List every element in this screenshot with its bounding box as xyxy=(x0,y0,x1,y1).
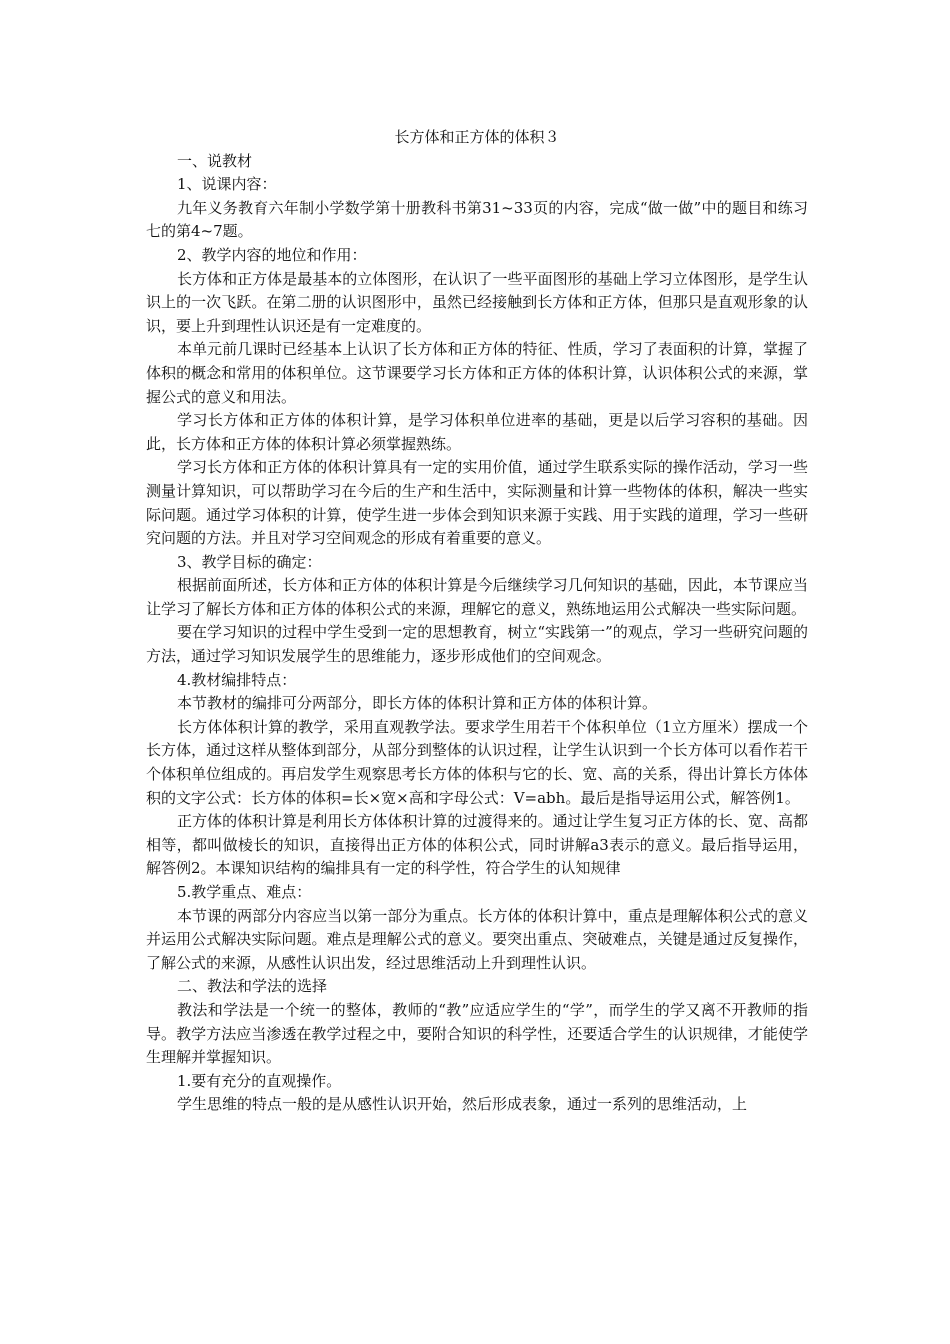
heading-section-2: 二、教法和学法的选择 xyxy=(177,977,328,996)
paragraph: 根据前面所述，长方体和正方体的体积计算是今后继续学习几何知识的基础，因此，本节课应当让学习了解长方体和正方体的体积公式的来源，理解它的意义，熟练地运用公式解决一些实际问题。 xyxy=(146,576,808,618)
paragraph: 九年义务教育六年制小学数学第十册教科书第31~33页的内容，完成“做一做”中的题目和练习七的第4~7题。 xyxy=(146,198,808,241)
heading-key-points: 5.教学重点、难点： xyxy=(177,883,312,901)
heading-teaching-goals: 3、教学目标的确定： xyxy=(177,552,322,571)
paragraph: 长方体体积计算的教学，采用直观教学法。要求学生用若干个体积单位（1立方厘米）摆成一个长方体，通过这样从整体到部分，从部分到整体的认识过程，让学生认识到一个长方体可以看作若干个体积单位组成的。再启发学生观察思考长方体的体积与它的长、宽、高的关系，得出计算长方体体积的文字公式：长方体的体积=长×宽×高和字母公式：V=abh。最后是指导运用公式，解答例1。 xyxy=(146,717,808,807)
paragraph: 本节教材的编排可分两部分，即长方体的体积计算和正方体的体积计算。 xyxy=(177,694,658,713)
document-page xyxy=(146,126,808,1117)
heading-lesson-content: 1、说课内容： xyxy=(177,175,277,194)
paragraph: 正方体的体积计算是利用长方体体积计算的过渡得来的。通过让学生复习正方体的长、宽、高都相等，都叫做棱长的知识，直接得出正方体的体积公式，同时讲解a3表示的意义。最后指导运用，解答例2。本课知识结构的编排具有一定的科学性，符合学生的认知规律 xyxy=(146,812,808,878)
paragraph: 学习长方体和正方体的体积计算具有一定的实用价值，通过学生联系实际的操作活动，学习一些测量计算知识，可以帮助学习在今后的生产和生活中，实际测量和计算一些物体的体积，解决一些实际问题。通过学习体积的计算，使学生进一步体会到知识来源于实践、用于实践的道理，学习一些研究问题的方法。并且对学习空间观念的形成有着重要的意义。 xyxy=(146,458,808,548)
paragraph: 学习长方体和正方体的体积计算，是学习体积单位进率的基础，更是以后学习容积的基础。因此，长方体和正方体的体积计算必须掌握熟练。 xyxy=(146,411,808,453)
paragraph: 长方体和正方体是最基本的立体图形，在认识了一些平面图形的基础上学习立体图形，是学生认识上的一次飞跃。在第二册的认识图形中，虽然已经接触到长方体和正方体，但那只是直观形象的认识，要上升到理性认识还是有一定难度的。 xyxy=(146,269,808,335)
heading-section-1: 一、说教材 xyxy=(177,151,253,170)
heading-content-role: 2、教学内容的地位和作用： xyxy=(177,245,367,264)
paragraph: 本节课的两部分内容应当以第一部分为重点。长方体的体积计算中，重点是理解体积公式的意义并运用公式解决实际问题。难点是理解公式的意义。要突出重点、突破难点，关键是通过反复操作，了解公式的来源，从感性认识出发，经过思维活动上升到理性认识。 xyxy=(146,906,808,972)
paragraph: 学生思维的特点一般的是从感性认识开始，然后形成表象，通过一系列的思维活动，上 xyxy=(177,1095,748,1114)
document-title: 长方体和正方体的体积３ xyxy=(394,128,560,146)
paragraph: 教法和学法是一个统一的整体，教师的“教”应适应学生的“学”，而学生的学又离不开教师的指导。教学方法应当渗透在教学过程之中，要附合知识的科学性，还要适合学生的认识规律，才能使学生理解并掌握知识。 xyxy=(146,1000,808,1067)
paragraph: 要在学习知识的过程中学生受到一定的思想教育，树立“实践第一”的观点，学习一些研究问题的方法，通过学习知识发展学生的思维能力，逐步形成他们的空间观念。 xyxy=(146,623,808,666)
heading-material-features: 4.教材编排特点： xyxy=(177,670,297,689)
heading-direct-operation: 1.要有充分的直观操作。 xyxy=(177,1071,342,1090)
document-body xyxy=(146,150,808,1117)
paragraph: 本单元前几课时已经基本上认识了长方体和正方体的特征、性质，学习了表面积的计算，掌握了体积的概念和常用的体积单位。这节课要学习长方体和正方体的体积计算，认识体积公式的来源，掌握公式的意义和用法。 xyxy=(146,340,808,406)
